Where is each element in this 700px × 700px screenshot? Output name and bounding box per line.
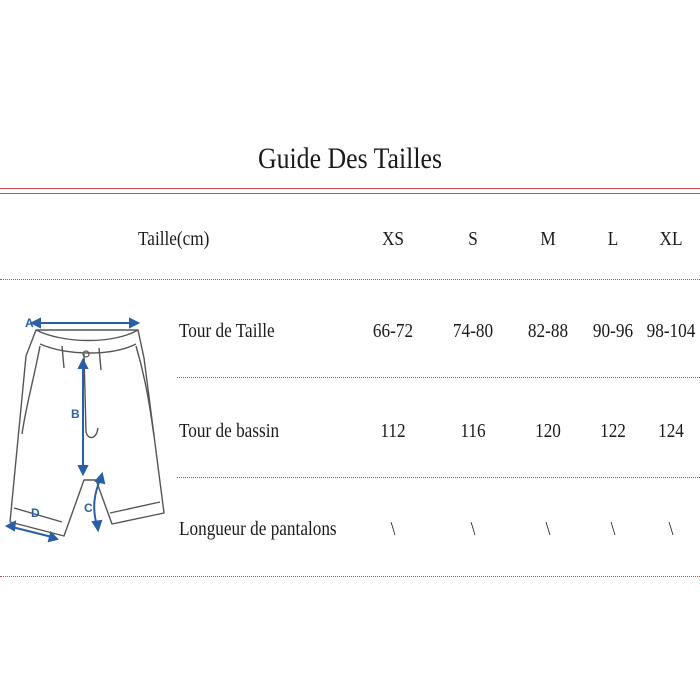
- measure-label-a: A: [25, 316, 34, 330]
- measure-label-d: D: [31, 506, 40, 520]
- size-header-s: S: [468, 228, 478, 250]
- hem-right: [110, 502, 160, 513]
- pocket-left: [22, 346, 40, 434]
- waist-m: 82-88: [527, 320, 569, 342]
- length-m: \: [545, 518, 551, 540]
- waist-xs: 66-72: [372, 320, 414, 342]
- size-header-xl: XL: [659, 228, 683, 250]
- pocket-right: [136, 346, 154, 436]
- title-divider: [0, 188, 700, 194]
- page-title: Guide Des Tailles: [257, 142, 443, 175]
- row-divider: [177, 477, 700, 478]
- hip-m: 120: [535, 420, 561, 442]
- waistband: [36, 330, 138, 353]
- hip-l: 122: [600, 420, 626, 442]
- row-divider: [177, 377, 700, 378]
- length-l: \: [610, 518, 616, 540]
- measure-label-c: C: [84, 501, 93, 515]
- size-header-m: M: [540, 228, 556, 250]
- waist-l: 90-96: [592, 320, 634, 342]
- measure-label-b: B: [71, 407, 80, 421]
- shorts-diagram: [4, 308, 174, 548]
- row-label-hip: Tour de bassin: [179, 420, 280, 442]
- header-divider: [0, 279, 700, 280]
- waist-xl: 98-104: [646, 320, 696, 342]
- button-icon: [83, 351, 89, 357]
- row-label-length: Longueur de pantalons: [179, 518, 337, 540]
- size-header-l: L: [607, 228, 619, 250]
- length-xl: \: [668, 518, 674, 540]
- hip-xl: 124: [658, 420, 684, 442]
- size-column-label: Taille(cm): [138, 228, 210, 250]
- table-bottom-divider: [0, 576, 700, 577]
- hip-xs: 112: [380, 420, 406, 442]
- length-xs: \: [390, 518, 396, 540]
- hip-s: 116: [460, 420, 486, 442]
- length-s: \: [470, 518, 476, 540]
- waist-s: 74-80: [452, 320, 494, 342]
- row-label-waist: Tour de Taille: [179, 320, 275, 342]
- size-header-xs: XS: [381, 228, 404, 250]
